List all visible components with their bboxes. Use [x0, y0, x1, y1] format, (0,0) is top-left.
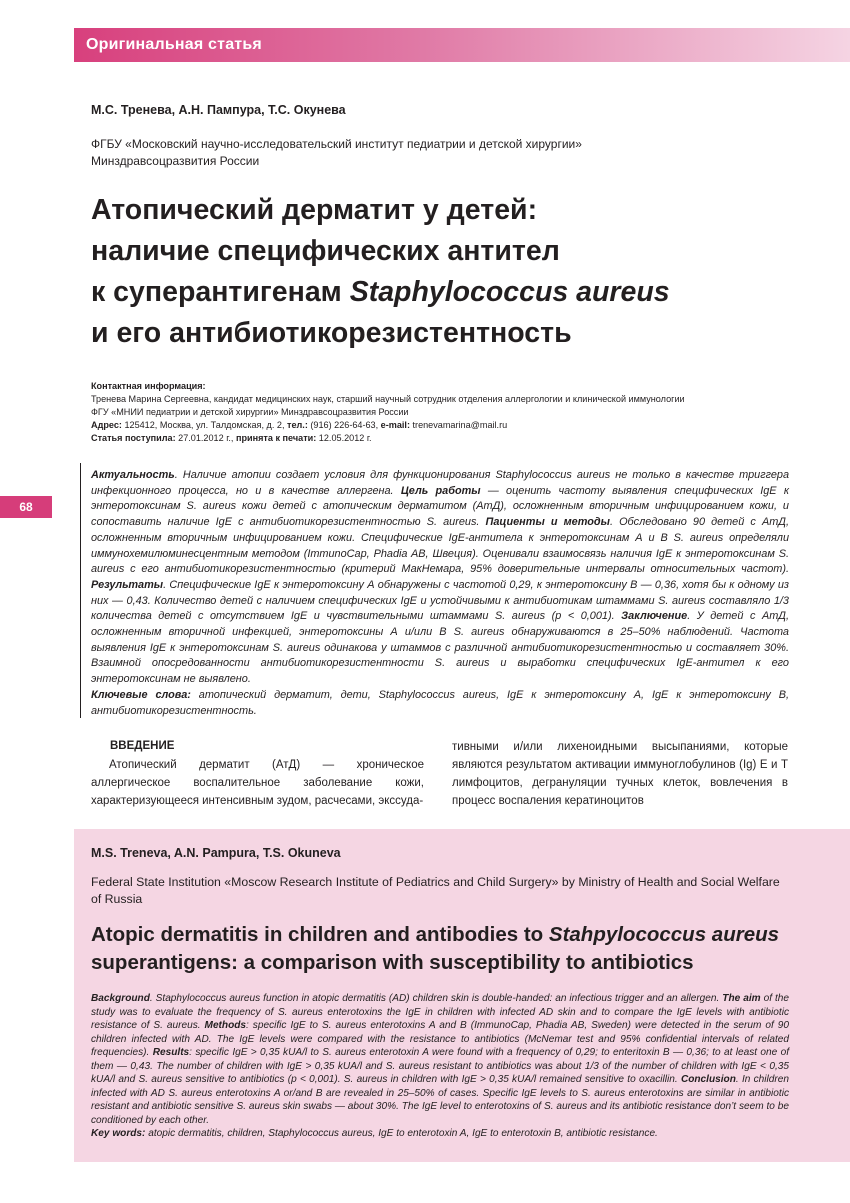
- contact-info: [91, 380, 791, 445]
- phone-value: (916) 226-64-63,: [307, 420, 379, 430]
- authors-ru: М.С. Тренева, А.Н. Пампура, Т.С. Окунева: [91, 103, 346, 117]
- email-label: e-mail:: [380, 420, 410, 430]
- conclusion-label: Заключение: [621, 610, 688, 623]
- institution-line: Минздравсоцразвития России: [91, 154, 260, 168]
- section-label: Оригинальная статья: [86, 36, 262, 53]
- aim-label: Цель работы: [400, 484, 481, 497]
- results-text: . Специфические IgE к энтеротоксину А обнаружены с частотой 0,29, к энтеротоксину В — 0,36, хотя бы к одному из них — 0,43. Количество детей с наличием специфических IgE и устойчивыми к антибиотикам штаммами S. aureus составляло 1/3 количества детей с отсутствием IgE и чувствительными штаммами S. aureus (p < 0,001).: [91, 578, 789, 623]
- keywords-en: [91, 1127, 789, 1141]
- abstract-ru: [91, 468, 789, 719]
- conclusion-label-en: Conclusion: [680, 1074, 736, 1085]
- title-en-post: superantigens: a comparison with susceptibility to antibiotics: [91, 951, 694, 974]
- background-label: Background: [91, 993, 150, 1004]
- accepted-label: принята к печати:: [235, 433, 317, 443]
- title-en-pre: Atopic dermatitis in children and antibodies to: [91, 923, 549, 946]
- address-value: 125412, Москва, ул. Талдомская, д. 2,: [121, 420, 285, 430]
- keywords-text: атопический дерматит, дети, Staphylococcus aureus, IgE к энтеротоксину А, IgE к энтеротоксину В, антибиотикорезистентность.: [91, 688, 789, 717]
- section-header-bar: [74, 28, 850, 62]
- aim-label-en: The aim: [722, 993, 761, 1004]
- relevance-text: . Наличие атопии создает условия для функционирования Staphylococcus aureus не только в качестве триггера инфекционного процесса, но и в качестве аллергена.: [91, 469, 789, 497]
- title-species: Staphylococcus aureus: [349, 276, 670, 308]
- abstract-rule: [80, 463, 81, 718]
- phone-label: тел.:: [287, 420, 308, 430]
- authors-en: M.S. Treneva, A.N. Pampura, T.S. Okuneva: [91, 846, 341, 860]
- contact-organization: ФГУ «МНИИ педиатрии и детской хирургии» Минздравсоцразвития России: [91, 407, 409, 417]
- keywords-label: Ключевые слова:: [91, 688, 191, 701]
- keywords-text-en: atopic dermatitis, children, Staphylococcus aureus, IgE to enterotoxin A, IgE to enterotoxin B, antibiotic resistance.: [145, 1128, 658, 1139]
- aim-text-en: of the study was to evaluate the frequency of S. aureus enterotoxins the IgE in children with infected AD skin and to compare the IgE levels with antibiotic resistance of S. aureus.: [91, 993, 789, 1031]
- title-line: к суперантигенам: [91, 276, 350, 308]
- title-en-species: Stahpylococcus aureus: [548, 923, 780, 946]
- institution-ru: [91, 136, 711, 170]
- email-value[interactable]: trenevamarina@mail.ru: [409, 420, 508, 430]
- results-text-en: : specific IgE > 0,35 kUA/l to S. aureus enterotoxin A were found with a frequency of 0,29; to enteritoxin B — 0,36; to at least one of them — 0,43. The number of children with IgE > 0,35 kUA/l and S. aureus resistant to antibiotics was about 1/3 of the number of children with IgE < 0,35 kUA/l and S. aureus sensitive to antibiotics (p < 0,001). S. aureus in children with IgE > 0,35 kUA/l remained sensitive to oxacillin.: [91, 1047, 790, 1085]
- relevance-label: Актуальность: [91, 469, 175, 481]
- contact-person: Тренева Марина Сергеевна, кандидат медицинских наук, старший научный сотрудник отделения аллергологии и клинической иммунологии: [91, 394, 685, 404]
- institution-line: ФГБУ «Московский научно-исследовательский институт педиатрии и детской хирургии»: [91, 137, 582, 151]
- title-line: наличие специфических антител: [91, 235, 560, 267]
- title-line: и его антибиотикорезистентность: [91, 317, 572, 349]
- contact-heading: Контактная информация:: [91, 381, 206, 391]
- article-title-ru: [91, 190, 831, 354]
- conclusion-text: . У детей с АтД, осложненным вторичной инфекцией, энтеротоксины А и/или В S. aureus обнаруживаются в 25–50% наблюдений. Частота выявления IgE к энтеротоксинам S. aureus одинакова у штаммов с различной антибиотикорезистентностью и составляет 30%. Взаимной опосредованности антибиотикорезистентности S. aureus и выработки специфических IgE-антител к его энтеротоксинам не выявлено.: [91, 610, 789, 686]
- aim-text: — оценить частоту выявления специфических IgE к энтеротоксинам S. aureus кожи детей с атопическим дерматитом (АтД), осложненным вторичным инфицированием кожи, и сопоставить наличие IgE с антибиотикорезистентностью S. aureus.: [91, 484, 789, 529]
- article-title-en: [91, 921, 811, 977]
- title-line: Атопический дерматит у детей:: [91, 194, 538, 226]
- keywords-ru: [91, 688, 789, 719]
- accepted-date: 12.05.2012 г.: [316, 433, 372, 443]
- address-label: Адрес:: [91, 420, 122, 430]
- received-date: 27.01.2012 г.,: [175, 433, 234, 443]
- keywords-label-en: Key words:: [91, 1128, 146, 1139]
- page-number: 68: [0, 496, 52, 518]
- methods-label-en: Methods: [204, 1020, 247, 1031]
- intro-column-right: тивными и/или лихеноидными высыпаниями, которые являются результатом активации иммуноглобулинов (Ig) Е и Т лимфоцитов, дегрануляции тучных клеток, вовлечения в процесс воспаления кератиноцитов: [452, 741, 788, 807]
- intro-column-left: Атопический дерматит (АтД) — хроническое аллергическое воспалительное заболевание кожи, характеризующееся интенсивным зудом, расчесами, экссуда-: [91, 759, 424, 807]
- results-label-en: Results: [152, 1047, 190, 1058]
- methods-text-en: : specific IgE to S. aureus enterotoxins A and B (ImmunoCap, Phadia AB, Sweden) were detected in the serum of 90 children infected with AD. The IgE levels were compared with the resistance to antibiotics (McNemar test and 95% confidential intervals of related frequencies).: [91, 1020, 790, 1058]
- intro-heading: ВВЕДЕНИЕ: [110, 740, 175, 752]
- methods-text: . Обследовано 90 детей с АтД, осложненным вторичным инфицированием кожи. Специфические IgE-антитела к энтеротоксинам А и В S. aureus определяли иммунохемилюминесцентным методом (ImmunoCap, Phadia AB, Швеция). Оценивали взаимосвязь наличия IgE к энтеротоксинам S. aureus с его антибиотикорезистентностью (критерий МакНемара, 95% доверительные интервалы относительных частот).: [91, 516, 789, 576]
- abstract-en: [91, 992, 789, 1141]
- received-label: Статья поступила:: [91, 433, 176, 443]
- background-text: . Staphylococcus aureus function in atopic dermatitis (AD) children skin is double-handed: an infectious trigger and an allergen.: [149, 993, 723, 1004]
- methods-label: Пациенты и методы: [485, 516, 610, 529]
- conclusion-text-en: . In children infected with AD S. aureus enterotoxins A or/and B are revealed in 25–50% of cases. Specific IgE levels to S. aureus enterotoxins are similar in antibiotic resistant and antibiotic sensitive S. aureus skin swabs — about 30%. The IgE level to enterotoxins of S. aureus and its antibiotic resistance don’t seem to be conditioned by each other.: [91, 1074, 789, 1126]
- results-label: Результаты: [91, 578, 164, 591]
- institution-en: Federal State Institution «Moscow Research Institute of Pediatrics and Child Surgery» by Ministry of Health and Social Welfare of Russia: [91, 875, 780, 906]
